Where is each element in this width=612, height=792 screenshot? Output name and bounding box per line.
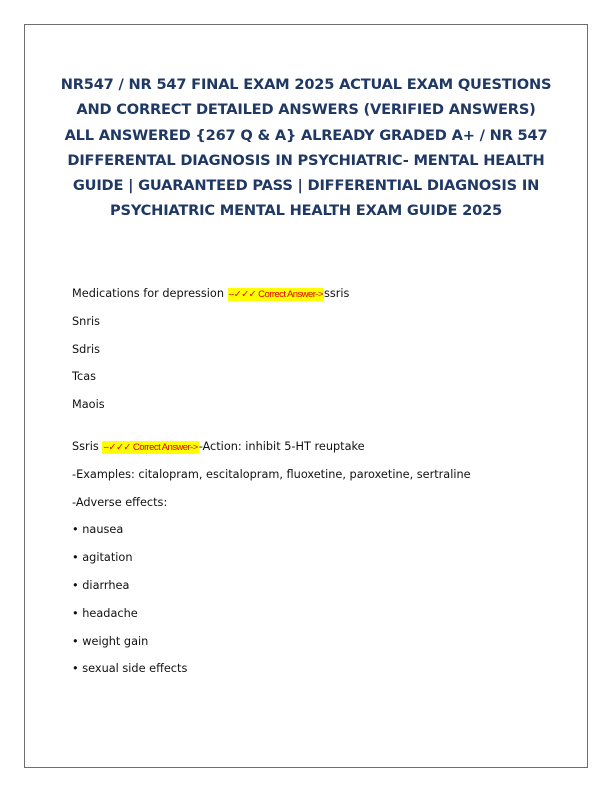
answer-line: -Examples: citalopram, escitalopram, fluoxetine, paroxetine, sertraline — [72, 467, 471, 481]
answer-line: Snris — [72, 314, 100, 328]
answer-line: • nausea — [72, 523, 124, 537]
answer-line: • diarrhea — [72, 578, 130, 592]
answer-line: -Adverse effects: — [72, 495, 168, 509]
correct-answer-tag: --✓✓✓ Correct Answer-> — [228, 289, 323, 300]
answer-line: Sdris — [72, 342, 101, 356]
answer-text: ssris — [323, 287, 350, 300]
answer-line: Maois — [72, 398, 105, 412]
answer-line: • sexual side effects — [72, 662, 188, 676]
correct-answer-tag: --✓✓✓ Correct Answer-> — [103, 441, 198, 453]
answer-line: • headache — [72, 606, 138, 620]
question-line — [72, 440, 552, 454]
document-title: NR547 / NR 547 FINAL EXAM 2025 ACTUAL EXAM QUESTIONS AND CORRECT DETAILED ANSWERS (VERIFIED ANSWERS) ALL ANSWERED {267 Q & A} ALREADY GRADED A+ / NR 547 DIFFERENTAL DIAGNOSIS IN PSYCHIATRIC- MENTAL HEALTH GUIDE | GUARANTEED PASS | DIFFERENTIAL DIAGNOSIS IN PSYCHIATRIC MENTAL HEALTH EXAM GUIDE 2025 — [60, 76, 552, 220]
answer-line: • agitation — [72, 551, 133, 565]
answer-line: Tcas — [72, 370, 96, 384]
answer-text: -Action: inhibit 5-HT reuptake — [198, 439, 365, 453]
question-text: Medications for depression — [72, 287, 228, 300]
answer-line: • weight gain — [72, 634, 149, 648]
question-line — [72, 287, 552, 301]
question-text: Ssris — [72, 439, 103, 453]
document-content — [72, 287, 552, 690]
paragraph-gap — [72, 426, 552, 440]
